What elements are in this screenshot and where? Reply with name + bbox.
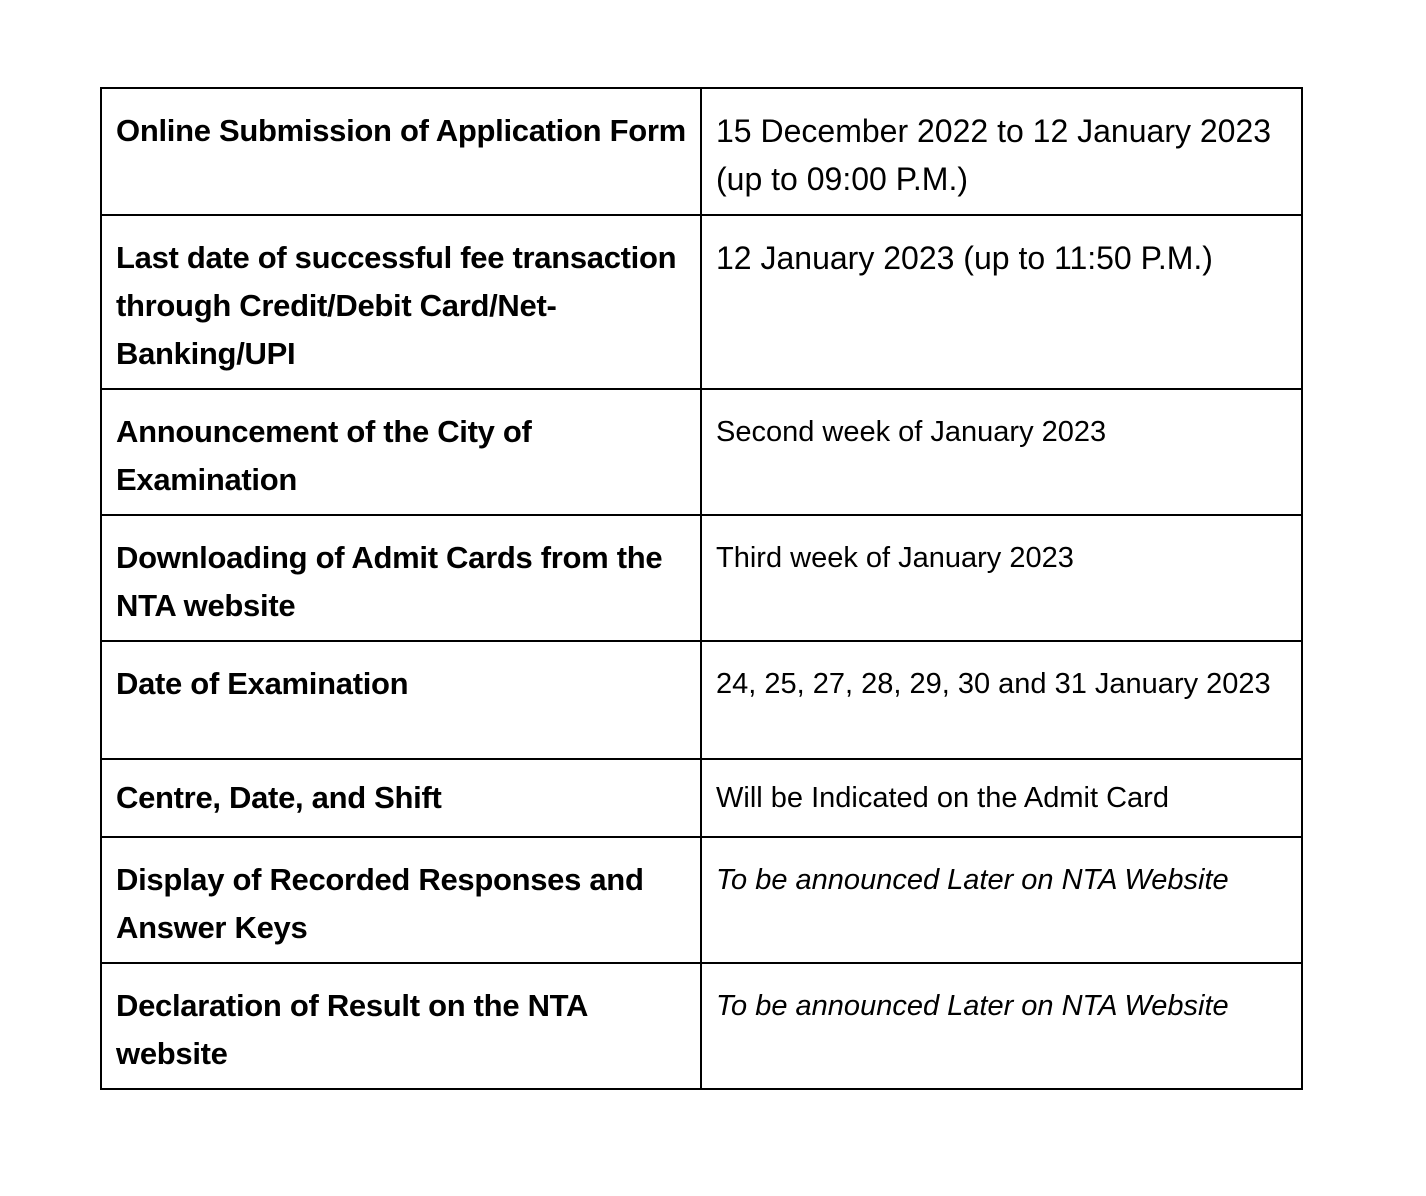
event-cell: Date of Examination (101, 641, 701, 759)
date-cell: 12 January 2023 (up to 11:50 P.M.) (701, 215, 1302, 389)
event-cell: Announcement of the City of Examination (101, 389, 701, 515)
event-cell: Display of Recorded Responses and Answer Keys (101, 837, 701, 963)
event-cell: Downloading of Admit Cards from the NTA website (101, 515, 701, 641)
table-row (101, 963, 1302, 1089)
table-row (101, 759, 1302, 837)
date-cell: Third week of January 2023 (701, 515, 1302, 641)
date-cell: Will be Indicated on the Admit Card (701, 759, 1302, 837)
table-row (101, 215, 1302, 389)
date-cell: 24, 25, 27, 28, 29, 30 and 31 January 2023 (701, 641, 1302, 759)
event-cell: Last date of successful fee transaction through Credit/Debit Card/Net-Banking/UPI (101, 215, 701, 389)
date-cell: To be announced Later on NTA Website (701, 963, 1302, 1089)
date-cell: Second week of January 2023 (701, 389, 1302, 515)
table-row (101, 837, 1302, 963)
event-cell: Online Submission of Application Form (101, 88, 701, 215)
table-row (101, 641, 1302, 759)
event-cell: Centre, Date, and Shift (101, 759, 701, 837)
table-row (101, 515, 1302, 641)
event-cell: Declaration of Result on the NTA website (101, 963, 701, 1089)
date-cell: To be announced Later on NTA Website (701, 837, 1302, 963)
table-row (101, 389, 1302, 515)
date-cell: 15 December 2022 to 12 January 2023 (up to 09:00 P.M.) (701, 88, 1302, 215)
table-row (101, 88, 1302, 215)
schedule-table (100, 87, 1303, 1090)
